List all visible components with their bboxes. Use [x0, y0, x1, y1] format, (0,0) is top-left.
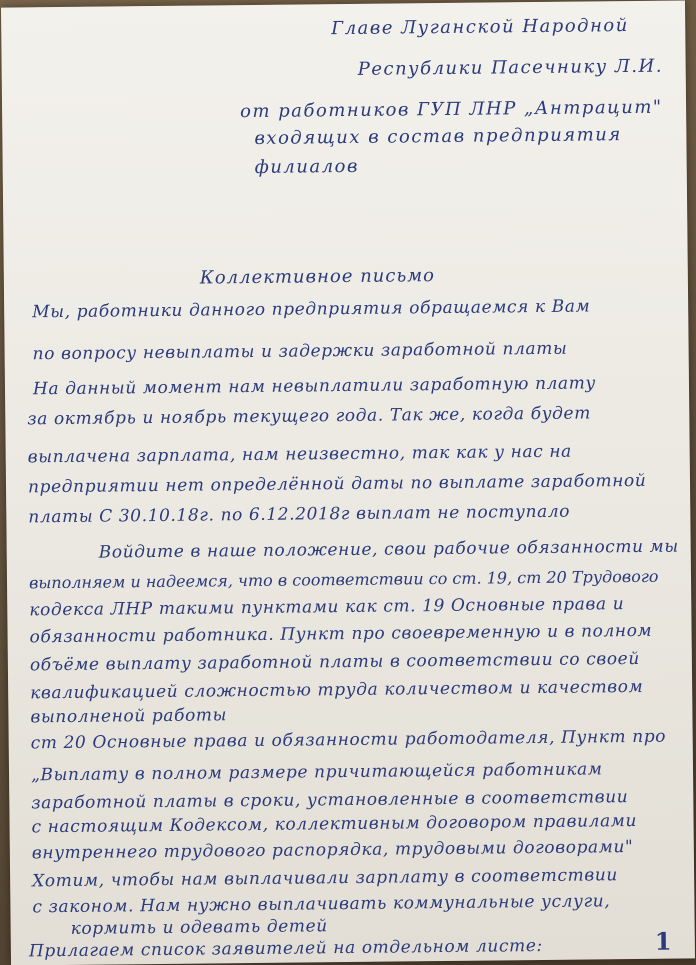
header-line-2: Республики Пасечнику Л.И.: [357, 55, 664, 80]
body-line: заработной платы в сроки, установленные в соответствии: [31, 787, 629, 814]
body-line: выплачена зарплата, нам неизвестно, так как у нас на: [27, 441, 572, 468]
body-line: квалификацией сложностью труда количеством и качеством: [30, 676, 644, 704]
letter-title: Коллективное письмо: [199, 265, 436, 289]
body-line: Войдите в наше положение, свои рабочие обязанности мы: [98, 536, 679, 563]
body-line: платы С 30.10.18г. по 6.12.2018г выплат не поступало: [28, 501, 571, 528]
page-number: 1: [654, 926, 673, 956]
body-line: за октябрь и ноябрь текущего года. Так же, когда будет: [27, 403, 591, 430]
body-line: Мы, работники данного предприятия обращаемся к Вам: [32, 296, 591, 323]
header-line-3: от работников ГУП ЛНР „Антрацит": [239, 96, 663, 123]
body-line: по вопросу невыплаты и задержки заработной платы: [32, 338, 568, 365]
header-line-1: Главе Луганской Народной: [331, 15, 629, 40]
body-line: кодекса ЛНР такими пунктами как ст. 19 Основные права и: [29, 594, 625, 621]
body-line: объёме выплату заработной платы в соответствии со своей: [29, 648, 640, 676]
body-line: На данный момент нам невыплатили заработную плату: [32, 373, 597, 400]
body-line: выполненой работы: [30, 705, 228, 728]
body-line: Прилагаем список заявителей на отдельном листе:: [28, 935, 543, 962]
body-line: предприятии нет определённой даты по выплате заработной: [27, 470, 647, 498]
body-line: выполняем и надеемся, что в соответствии со ст. 19, ст 20 Трудового: [28, 566, 659, 593]
body-line: обязанности работника. Пункт про своевременную и в полном: [29, 620, 653, 648]
addressee-block: [1, 0, 685, 178]
body-line: „Выплату в полном размере причитающейся работникам: [30, 759, 603, 786]
header-line-5: филиалов: [254, 155, 360, 178]
header-line-4: входящих в состав предприятия: [254, 124, 622, 149]
body-line: ст 20 Основные права и обязанности работодателя, Пункт про: [30, 726, 667, 754]
body-line: с настоящим Кодексом, коллективным договором правилами: [31, 810, 638, 838]
body-line: с законом. Нам нужно выплачивать коммунальные услуги,: [32, 891, 611, 918]
letter-sheet: [1, 0, 695, 965]
body-line: внутреннего трудового распорядка, трудовыми договорами": [31, 837, 634, 864]
body-line: кормить и одевать детей: [70, 916, 328, 939]
body-line: Хотим, чтобы нам выплачивали зарплату в соответствии: [32, 865, 619, 892]
